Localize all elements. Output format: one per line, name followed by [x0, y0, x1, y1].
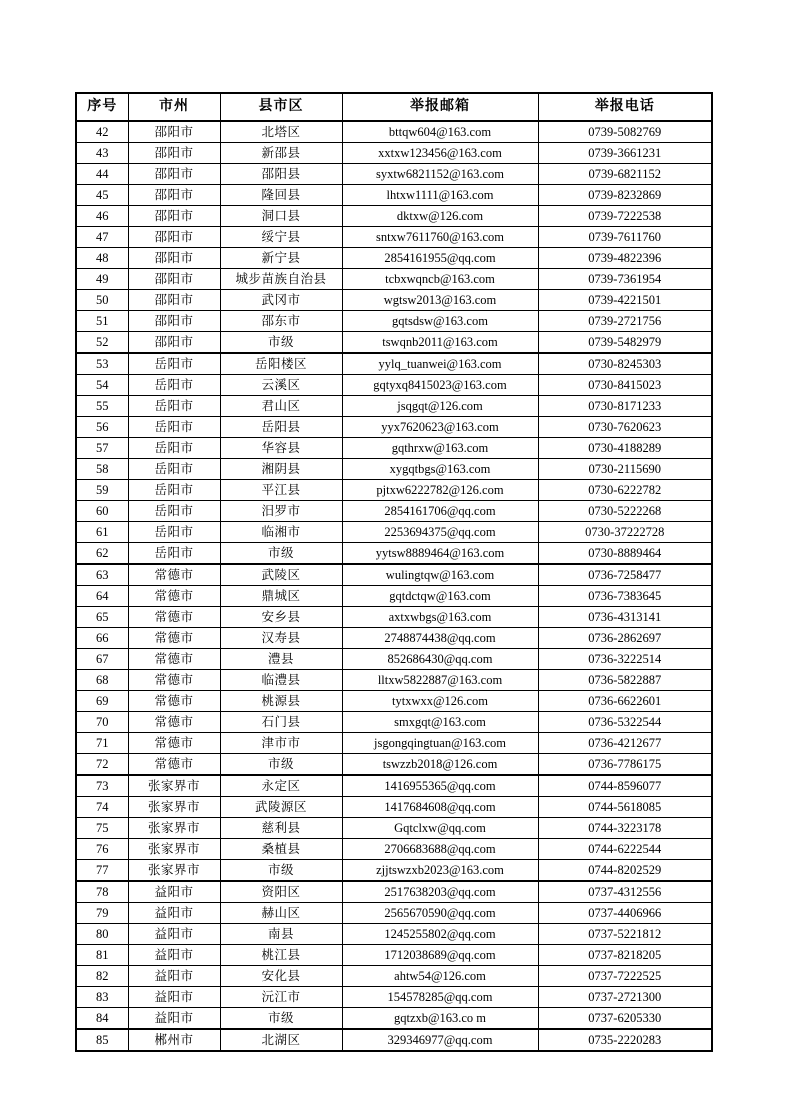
- cell-city: 邵阳市: [128, 143, 220, 164]
- report-contact-table-wrapper: [75, 92, 711, 1052]
- cell-seq: 70: [76, 712, 128, 733]
- cell-phone: 0739-7361954: [538, 269, 712, 290]
- cell-seq: 76: [76, 839, 128, 860]
- table-row: [76, 691, 712, 712]
- cell-county: 岳阳县: [220, 417, 342, 438]
- cell-phone: 0730-7620623: [538, 417, 712, 438]
- cell-phone: 0744-5618085: [538, 797, 712, 818]
- cell-seq: 53: [76, 353, 128, 375]
- cell-city: 益阳市: [128, 1008, 220, 1030]
- cell-city: 张家界市: [128, 775, 220, 797]
- cell-phone: 0736-4313141: [538, 607, 712, 628]
- cell-phone: 0744-6222544: [538, 839, 712, 860]
- table-row: [76, 417, 712, 438]
- cell-city: 邵阳市: [128, 290, 220, 311]
- cell-phone: 0739-3661231: [538, 143, 712, 164]
- cell-seq: 49: [76, 269, 128, 290]
- cell-city: 张家界市: [128, 797, 220, 818]
- cell-seq: 69: [76, 691, 128, 712]
- cell-phone: 0736-7258477: [538, 564, 712, 586]
- cell-seq: 81: [76, 945, 128, 966]
- cell-city: 岳阳市: [128, 459, 220, 480]
- cell-county: 永定区: [220, 775, 342, 797]
- cell-city: 岳阳市: [128, 353, 220, 375]
- cell-email: 1416955365@qq.com: [342, 775, 538, 797]
- cell-phone: 0737-7222525: [538, 966, 712, 987]
- table-row: [76, 543, 712, 565]
- cell-seq: 45: [76, 185, 128, 206]
- table-row: [76, 733, 712, 754]
- cell-phone: 0744-8202529: [538, 860, 712, 882]
- cell-email: yylq_tuanwei@163.com: [342, 353, 538, 375]
- cell-phone: 0739-4822396: [538, 248, 712, 269]
- cell-county: 武陵区: [220, 564, 342, 586]
- cell-email: jsqgqt@126.com: [342, 396, 538, 417]
- cell-seq: 52: [76, 332, 128, 354]
- table-row: [76, 248, 712, 269]
- table-row: [76, 903, 712, 924]
- cell-email: 1712038689@qq.com: [342, 945, 538, 966]
- table-row: [76, 586, 712, 607]
- cell-phone: 0739-8232869: [538, 185, 712, 206]
- table-row: [76, 121, 712, 143]
- column-header-email: 举报邮箱: [342, 93, 538, 121]
- cell-phone: 0736-7786175: [538, 754, 712, 776]
- cell-city: 邵阳市: [128, 227, 220, 248]
- cell-city: 益阳市: [128, 881, 220, 903]
- cell-county: 邵东市: [220, 311, 342, 332]
- cell-county: 岳阳楼区: [220, 353, 342, 375]
- cell-seq: 57: [76, 438, 128, 459]
- cell-seq: 61: [76, 522, 128, 543]
- table-row: [76, 818, 712, 839]
- cell-phone: 0737-8218205: [538, 945, 712, 966]
- cell-email: dktxw@126.com: [342, 206, 538, 227]
- cell-email: gqtdctqw@163.com: [342, 586, 538, 607]
- cell-county: 市级: [220, 1008, 342, 1030]
- table-row: [76, 269, 712, 290]
- cell-county: 洞口县: [220, 206, 342, 227]
- table-row: [76, 480, 712, 501]
- table-row: [76, 332, 712, 354]
- cell-email: lhtxw1111@163.com: [342, 185, 538, 206]
- cell-phone: 0736-4212677: [538, 733, 712, 754]
- cell-email: yytsw8889464@163.com: [342, 543, 538, 565]
- cell-county: 桑植县: [220, 839, 342, 860]
- cell-seq: 85: [76, 1029, 128, 1051]
- cell-seq: 62: [76, 543, 128, 565]
- cell-phone: 0744-8596077: [538, 775, 712, 797]
- cell-phone: 0737-2721300: [538, 987, 712, 1008]
- table-row: [76, 860, 712, 882]
- cell-city: 常德市: [128, 670, 220, 691]
- cell-county: 慈利县: [220, 818, 342, 839]
- cell-seq: 47: [76, 227, 128, 248]
- cell-phone: 0730-6222782: [538, 480, 712, 501]
- cell-city: 岳阳市: [128, 438, 220, 459]
- cell-seq: 82: [76, 966, 128, 987]
- cell-email: gqtsdsw@163.com: [342, 311, 538, 332]
- table-row: [76, 227, 712, 248]
- cell-county: 武陵源区: [220, 797, 342, 818]
- cell-county: 临湘市: [220, 522, 342, 543]
- cell-seq: 48: [76, 248, 128, 269]
- column-header-city: 市州: [128, 93, 220, 121]
- cell-county: 石门县: [220, 712, 342, 733]
- cell-county: 湘阴县: [220, 459, 342, 480]
- cell-email: smxgqt@163.com: [342, 712, 538, 733]
- cell-county: 城步苗族自治县: [220, 269, 342, 290]
- cell-county: 桃源县: [220, 691, 342, 712]
- cell-county: 绥宁县: [220, 227, 342, 248]
- cell-city: 常德市: [128, 586, 220, 607]
- cell-county: 云溪区: [220, 375, 342, 396]
- column-header-county: 县市区: [220, 93, 342, 121]
- cell-county: 邵阳县: [220, 164, 342, 185]
- cell-email: jsgongqingtuan@163.com: [342, 733, 538, 754]
- report-contact-table: [75, 92, 713, 1052]
- table-row: [76, 966, 712, 987]
- cell-seq: 50: [76, 290, 128, 311]
- cell-email: pjtxw6222782@126.com: [342, 480, 538, 501]
- cell-seq: 64: [76, 586, 128, 607]
- table-row: [76, 924, 712, 945]
- table-row: [76, 754, 712, 776]
- cell-phone: 0736-5822887: [538, 670, 712, 691]
- cell-city: 常德市: [128, 691, 220, 712]
- cell-city: 郴州市: [128, 1029, 220, 1051]
- cell-seq: 51: [76, 311, 128, 332]
- cell-phone: 0737-6205330: [538, 1008, 712, 1030]
- cell-county: 津市市: [220, 733, 342, 754]
- cell-city: 张家界市: [128, 818, 220, 839]
- cell-seq: 72: [76, 754, 128, 776]
- cell-seq: 83: [76, 987, 128, 1008]
- cell-email: 2706683688@qq.com: [342, 839, 538, 860]
- table-row: [76, 1008, 712, 1030]
- cell-county: 市级: [220, 332, 342, 354]
- cell-email: ahtw54@126.com: [342, 966, 538, 987]
- cell-email: 2253694375@qq.com: [342, 522, 538, 543]
- table-row: [76, 628, 712, 649]
- cell-email: tswqnb2011@163.com: [342, 332, 538, 354]
- cell-phone: 0739-5082769: [538, 121, 712, 143]
- table-row: [76, 712, 712, 733]
- cell-city: 益阳市: [128, 924, 220, 945]
- table-row: [76, 396, 712, 417]
- cell-email: tcbxwqncb@163.com: [342, 269, 538, 290]
- cell-phone: 0739-5482979: [538, 332, 712, 354]
- cell-seq: 54: [76, 375, 128, 396]
- table-row: [76, 143, 712, 164]
- cell-email: 2748874438@qq.com: [342, 628, 538, 649]
- cell-county: 隆回县: [220, 185, 342, 206]
- cell-seq: 74: [76, 797, 128, 818]
- cell-phone: 0730-8171233: [538, 396, 712, 417]
- cell-seq: 46: [76, 206, 128, 227]
- cell-county: 安化县: [220, 966, 342, 987]
- cell-phone: 0735-2220283: [538, 1029, 712, 1051]
- cell-email: 2854161955@qq.com: [342, 248, 538, 269]
- cell-city: 益阳市: [128, 987, 220, 1008]
- cell-county: 鼎城区: [220, 586, 342, 607]
- column-header-seq: 序号: [76, 93, 128, 121]
- table-row: [76, 375, 712, 396]
- cell-phone: 0736-5322544: [538, 712, 712, 733]
- cell-email: 852686430@qq.com: [342, 649, 538, 670]
- cell-seq: 75: [76, 818, 128, 839]
- table-row: [76, 797, 712, 818]
- cell-email: sntxw7611760@163.com: [342, 227, 538, 248]
- table-row: [76, 607, 712, 628]
- cell-phone: 0736-6622601: [538, 691, 712, 712]
- cell-email: 2517638203@qq.com: [342, 881, 538, 903]
- cell-county: 市级: [220, 860, 342, 882]
- cell-email: 1245255802@qq.com: [342, 924, 538, 945]
- cell-seq: 44: [76, 164, 128, 185]
- cell-phone: 0739-7611760: [538, 227, 712, 248]
- cell-phone: 0739-2721756: [538, 311, 712, 332]
- cell-email: zjjtswzxb2023@163.com: [342, 860, 538, 882]
- cell-email: 2854161706@qq.com: [342, 501, 538, 522]
- cell-seq: 59: [76, 480, 128, 501]
- cell-email: tswzzb2018@126.com: [342, 754, 538, 776]
- table-row: [76, 945, 712, 966]
- cell-seq: 43: [76, 143, 128, 164]
- cell-county: 临澧县: [220, 670, 342, 691]
- cell-city: 常德市: [128, 628, 220, 649]
- cell-seq: 55: [76, 396, 128, 417]
- cell-city: 常德市: [128, 754, 220, 776]
- cell-email: yyx7620623@163.com: [342, 417, 538, 438]
- cell-city: 张家界市: [128, 839, 220, 860]
- table-row: [76, 775, 712, 797]
- cell-phone: 0739-7222538: [538, 206, 712, 227]
- cell-phone: 0739-4221501: [538, 290, 712, 311]
- cell-email: gqthrxw@163.com: [342, 438, 538, 459]
- cell-city: 岳阳市: [128, 417, 220, 438]
- cell-county: 市级: [220, 754, 342, 776]
- cell-phone: 0736-3222514: [538, 649, 712, 670]
- table-row: [76, 185, 712, 206]
- cell-email: syxtw6821152@163.com: [342, 164, 538, 185]
- cell-city: 常德市: [128, 607, 220, 628]
- cell-county: 汉寿县: [220, 628, 342, 649]
- cell-city: 常德市: [128, 564, 220, 586]
- table-row: [76, 649, 712, 670]
- cell-phone: 0730-4188289: [538, 438, 712, 459]
- cell-phone: 0736-7383645: [538, 586, 712, 607]
- cell-county: 北塔区: [220, 121, 342, 143]
- table-header-row: [76, 93, 712, 121]
- table-row: [76, 670, 712, 691]
- cell-seq: 63: [76, 564, 128, 586]
- cell-seq: 65: [76, 607, 128, 628]
- cell-seq: 73: [76, 775, 128, 797]
- cell-city: 邵阳市: [128, 269, 220, 290]
- cell-city: 常德市: [128, 712, 220, 733]
- cell-email: lltxw5822887@163.com: [342, 670, 538, 691]
- cell-city: 岳阳市: [128, 522, 220, 543]
- cell-county: 桃江县: [220, 945, 342, 966]
- cell-seq: 42: [76, 121, 128, 143]
- cell-email: axtxwbgs@163.com: [342, 607, 538, 628]
- cell-city: 岳阳市: [128, 375, 220, 396]
- cell-phone: 0737-5221812: [538, 924, 712, 945]
- cell-city: 邵阳市: [128, 248, 220, 269]
- cell-phone: 0730-37222728: [538, 522, 712, 543]
- table-row: [76, 881, 712, 903]
- cell-city: 邵阳市: [128, 311, 220, 332]
- cell-seq: 80: [76, 924, 128, 945]
- cell-city: 岳阳市: [128, 480, 220, 501]
- table-row: [76, 1029, 712, 1051]
- table-row: [76, 290, 712, 311]
- table-body: [76, 121, 712, 1051]
- cell-email: gqtyxq8415023@163.com: [342, 375, 538, 396]
- cell-county: 南县: [220, 924, 342, 945]
- table-row: [76, 522, 712, 543]
- cell-city: 邵阳市: [128, 185, 220, 206]
- cell-city: 邵阳市: [128, 332, 220, 354]
- cell-seq: 79: [76, 903, 128, 924]
- cell-phone: 0739-6821152: [538, 164, 712, 185]
- cell-seq: 68: [76, 670, 128, 691]
- table-row: [76, 353, 712, 375]
- cell-seq: 84: [76, 1008, 128, 1030]
- cell-phone: 0737-4312556: [538, 881, 712, 903]
- cell-email: tytxwxx@126.com: [342, 691, 538, 712]
- cell-phone: 0730-8889464: [538, 543, 712, 565]
- cell-county: 安乡县: [220, 607, 342, 628]
- cell-city: 岳阳市: [128, 543, 220, 565]
- cell-email: 1417684608@qq.com: [342, 797, 538, 818]
- cell-county: 北湖区: [220, 1029, 342, 1051]
- cell-seq: 60: [76, 501, 128, 522]
- cell-county: 新宁县: [220, 248, 342, 269]
- cell-email: wulingtqw@163.com: [342, 564, 538, 586]
- cell-seq: 66: [76, 628, 128, 649]
- cell-email: 154578285@qq.com: [342, 987, 538, 1008]
- cell-email: 329346977@qq.com: [342, 1029, 538, 1051]
- cell-city: 益阳市: [128, 966, 220, 987]
- cell-county: 沅江市: [220, 987, 342, 1008]
- cell-county: 市级: [220, 543, 342, 565]
- table-row: [76, 501, 712, 522]
- cell-city: 益阳市: [128, 903, 220, 924]
- cell-email: xygqtbgs@163.com: [342, 459, 538, 480]
- cell-county: 澧县: [220, 649, 342, 670]
- table-row: [76, 839, 712, 860]
- cell-email: 2565670590@qq.com: [342, 903, 538, 924]
- cell-email: xxtxw123456@163.com: [342, 143, 538, 164]
- cell-county: 华容县: [220, 438, 342, 459]
- cell-city: 张家界市: [128, 860, 220, 882]
- cell-city: 邵阳市: [128, 164, 220, 185]
- cell-county: 赫山区: [220, 903, 342, 924]
- cell-phone: 0744-3223178: [538, 818, 712, 839]
- table-row: [76, 564, 712, 586]
- cell-email: gqtzxb@163.co m: [342, 1008, 538, 1030]
- cell-seq: 78: [76, 881, 128, 903]
- cell-city: 岳阳市: [128, 396, 220, 417]
- cell-county: 平江县: [220, 480, 342, 501]
- table-row: [76, 459, 712, 480]
- cell-seq: 56: [76, 417, 128, 438]
- cell-phone: 0730-2115690: [538, 459, 712, 480]
- cell-phone: 0730-8245303: [538, 353, 712, 375]
- cell-phone: 0737-4406966: [538, 903, 712, 924]
- cell-county: 资阳区: [220, 881, 342, 903]
- cell-county: 君山区: [220, 396, 342, 417]
- table-row: [76, 438, 712, 459]
- table-row: [76, 164, 712, 185]
- cell-county: 武冈市: [220, 290, 342, 311]
- cell-phone: 0730-5222268: [538, 501, 712, 522]
- cell-city: 益阳市: [128, 945, 220, 966]
- cell-city: 岳阳市: [128, 501, 220, 522]
- cell-seq: 67: [76, 649, 128, 670]
- cell-county: 新邵县: [220, 143, 342, 164]
- cell-email: bttqw604@163.com: [342, 121, 538, 143]
- table-row: [76, 206, 712, 227]
- cell-phone: 0730-8415023: [538, 375, 712, 396]
- cell-city: 常德市: [128, 733, 220, 754]
- cell-seq: 77: [76, 860, 128, 882]
- table-header: [76, 93, 712, 121]
- cell-city: 邵阳市: [128, 121, 220, 143]
- cell-county: 汨罗市: [220, 501, 342, 522]
- table-row: [76, 987, 712, 1008]
- cell-phone: 0736-2862697: [538, 628, 712, 649]
- cell-seq: 71: [76, 733, 128, 754]
- column-header-phone: 举报电话: [538, 93, 712, 121]
- cell-email: Gqtclxw@qq.com: [342, 818, 538, 839]
- cell-city: 邵阳市: [128, 206, 220, 227]
- cell-seq: 58: [76, 459, 128, 480]
- cell-email: wgtsw2013@163.com: [342, 290, 538, 311]
- cell-city: 常德市: [128, 649, 220, 670]
- table-row: [76, 311, 712, 332]
